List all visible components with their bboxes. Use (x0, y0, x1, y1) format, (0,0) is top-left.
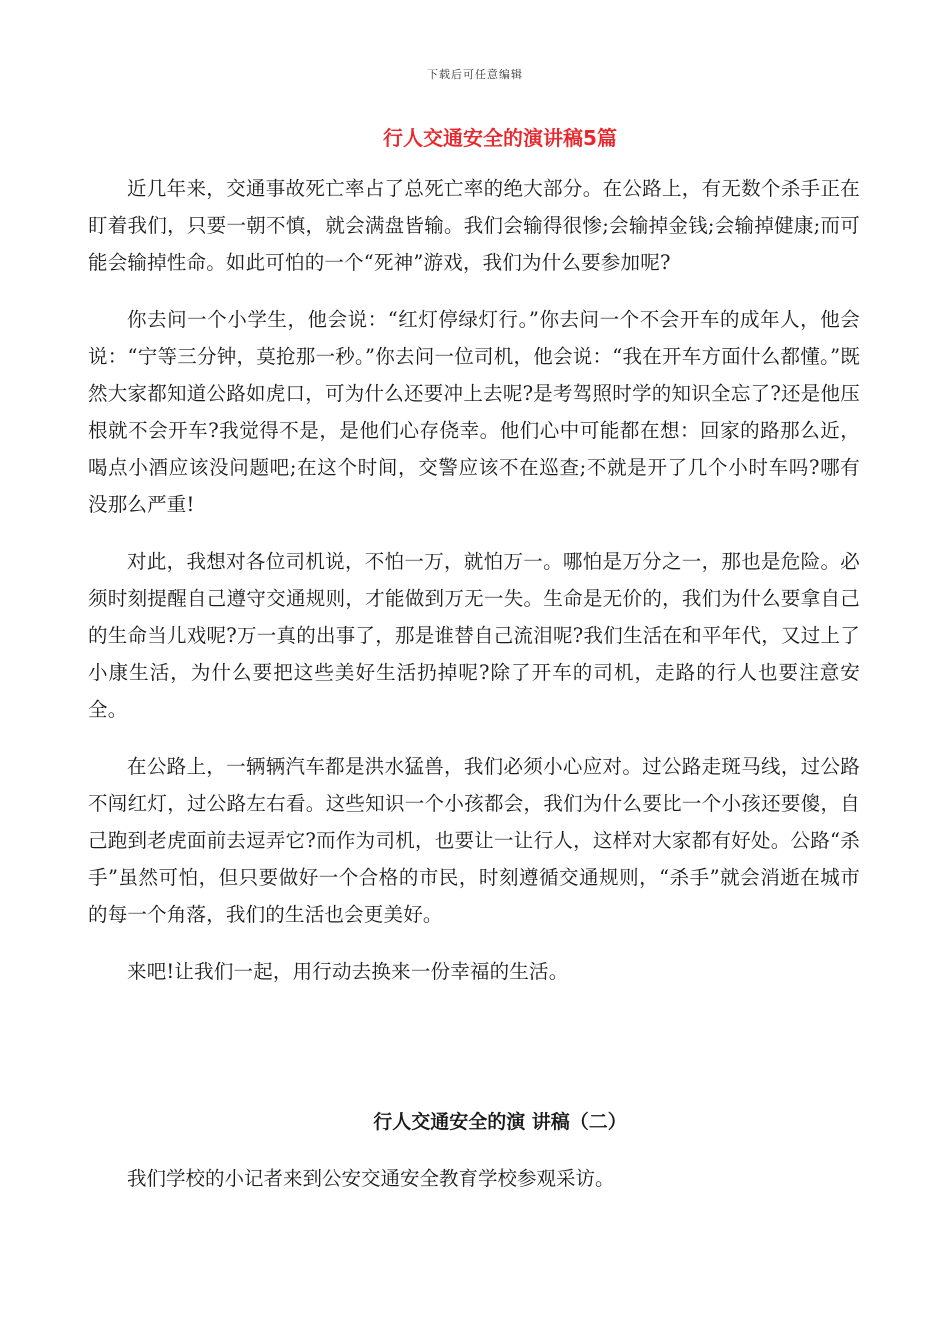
section-heading: 行人交通安全的演 讲稿（二） (373, 1111, 627, 1133)
header-note: 下载后可任意编辑 (427, 68, 523, 81)
paragraph-3: 对此，我想对各位司机说，不怕一万，就怕万一。哪怕是万分之一，那也是危险。必须时刻提醒自己遵守交通规则，才能做到万无一失。生命是无价的，我们为什么要拿自己的生命当儿戏呢?万一真的出事了，那是谁替自己流泪呢?我们生活在和平年代，又过上了小康生活，为什么要把这些美好生活扔掉呢?除了开车的司机，走路的行人也要注意安全。 (88, 550, 860, 721)
paragraph-1: 近几年来，交通事故死亡率占了总死亡率的绝大部分。在公路上，有无数个杀手正在盯着我们，只要一朝不慎，就会满盘皆输。我们会输得很惨;会输掉金钱;会输掉健康;而可能会输掉性命。如此可怕的一个“死神”游戏，我们为什么要参加呢? (88, 177, 860, 274)
paragraph-5: 来吧!让我们一起，用行动去换来一份幸福的生活。 (127, 960, 569, 983)
paragraph-6: 我们学校的小记者来到公安交通安全教育学校参观采访。 (127, 1167, 615, 1190)
paragraph-2: 你去问一个小学生，他会说：“红灯停绿灯行。”你去问一个不会开车的成年人，他会说：“宁等三分钟，莫抢那一秒。”你去问一位司机，他会说：“我在开车方面什么都懂。”既然大家都知道公路如虎口，可为什么还要冲上去呢?是考驾照时学的知识全忘了?还是他压根就不会开车?我觉得不是，是他们心存侥幸。他们心中可能都在想：回家的路那么近，喝点小酒应该没问题吧;在这个时间，交警应该不在巡查;不就是开了几个小时车吗?哪有没那么严重! (88, 308, 860, 516)
document-body (88, 170, 860, 1010)
document-title: 行人交通安全的演讲稿5篇 (383, 126, 617, 150)
paragraph-4: 在公路上，一辆辆汽车都是洪水猛兽，我们必须小心应对。过公路走斑马线，过公路不闯红灯，过公路左右看。这些知识一个小孩都会，我们为什么要比一个小孩还要傻，自己跑到老虎面前去逗弄它?而作为司机，也要让一让行人，这样对大家都有好处。公路“杀手”虽然可怕，但只要做好一个合格的市民，时刻遵循交通规则，“杀手”就会消逝在城市的每一个角落，我们的生活也会更美好。 (88, 755, 860, 926)
